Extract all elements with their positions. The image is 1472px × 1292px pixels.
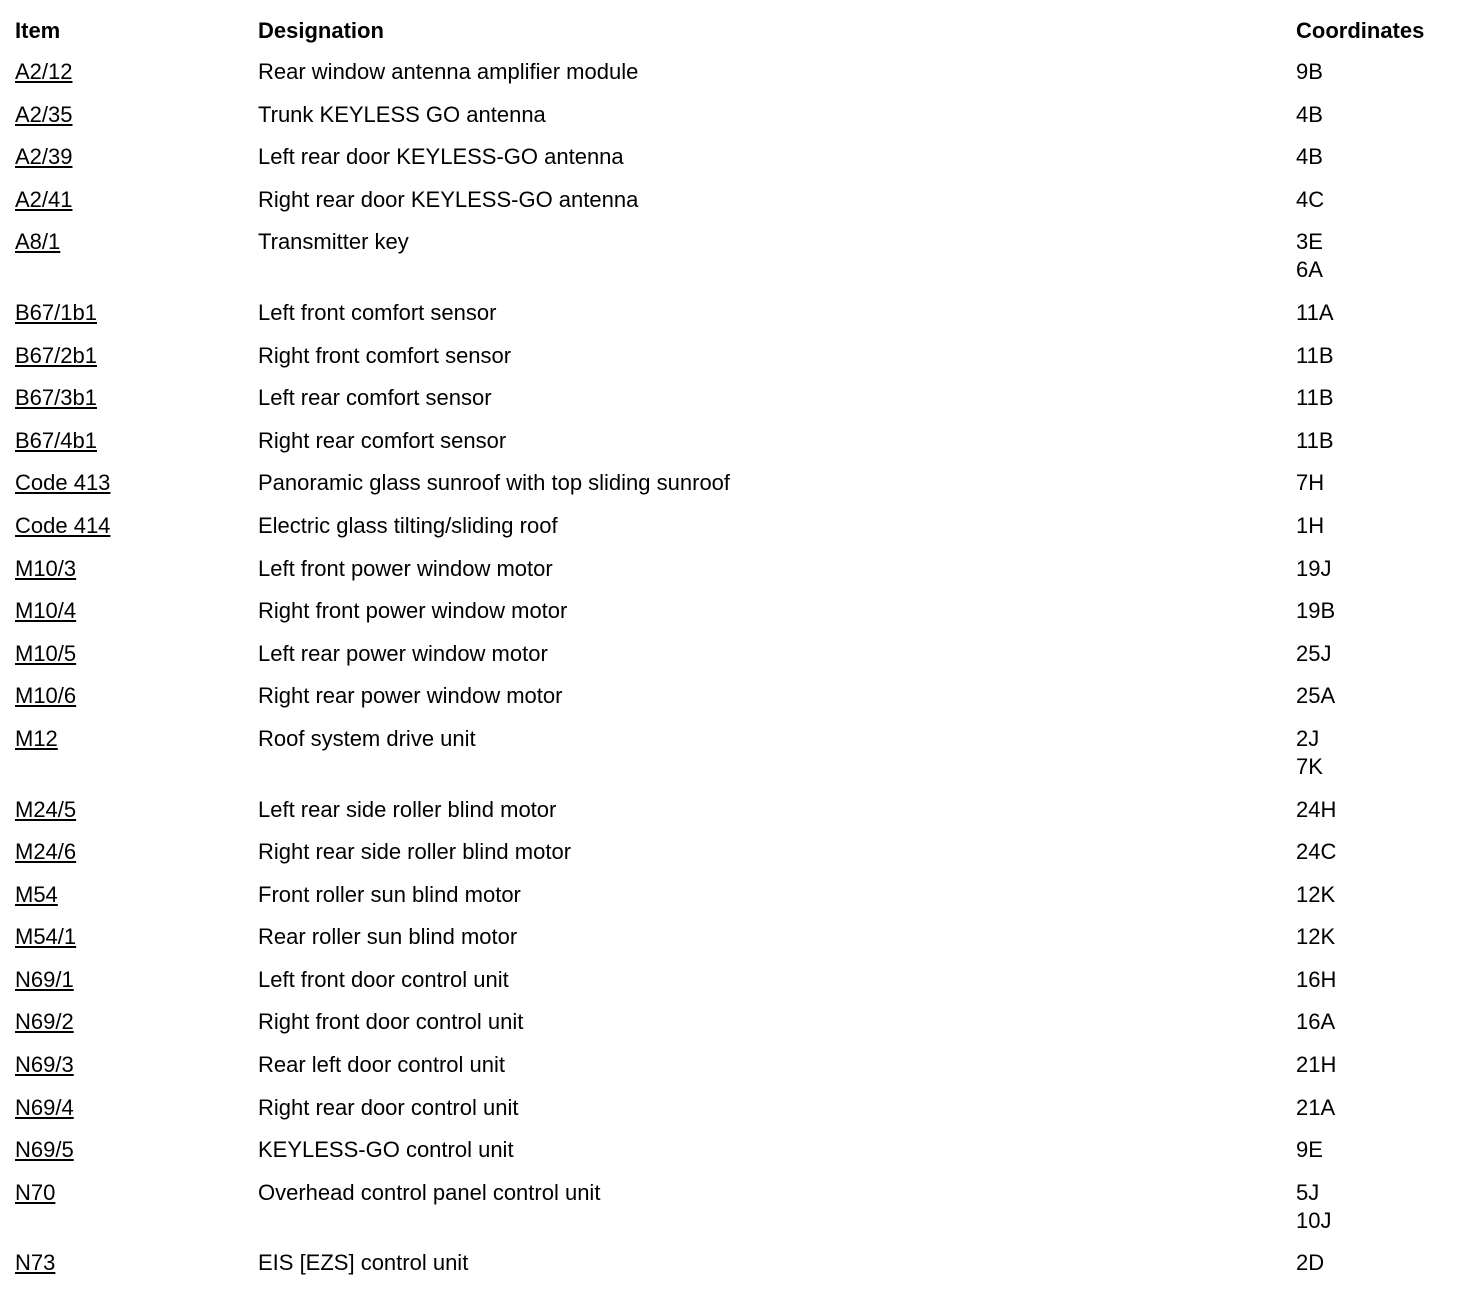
item-link[interactable]: B67/3b1: [15, 385, 97, 411]
table-row: [0, 555, 1472, 598]
coordinates-cell: [1296, 228, 1323, 284]
coordinate-value: 16A: [1296, 1009, 1336, 1035]
item-cell: [15, 342, 97, 370]
item-cell: [15, 299, 97, 327]
coordinate-value: 11A: [1296, 299, 1334, 325]
item-cell: [15, 228, 60, 256]
table-row: [0, 966, 1472, 1009]
item-link[interactable]: M10/4: [15, 598, 77, 624]
coordinate-value: 16H: [1296, 966, 1337, 992]
coordinates-cell: [1296, 1008, 1335, 1036]
coordinates-cell: [1296, 1136, 1323, 1164]
designation-cell: Right rear power window motor: [258, 683, 563, 709]
item-link[interactable]: N69/4: [15, 1094, 74, 1120]
item-cell: [15, 796, 76, 824]
coordinates-cell: [1296, 682, 1335, 710]
designation-cell: Transmitter key: [258, 229, 409, 255]
table-row: [0, 186, 1472, 229]
item-link[interactable]: B67/4b1: [15, 427, 97, 453]
coordinate-value: 9E: [1296, 1137, 1323, 1163]
coordinate-value: 21A: [1296, 1094, 1336, 1120]
table-row: [0, 1008, 1472, 1051]
table-row: [0, 1136, 1472, 1179]
table-row: [0, 427, 1472, 470]
header-item: Item: [15, 18, 61, 43]
designation-cell: Front roller sun blind motor: [258, 881, 521, 907]
coordinate-value: 2D: [1296, 1250, 1325, 1276]
coordinate-value: 10J: [1296, 1207, 1332, 1233]
table-row: [0, 469, 1472, 512]
item-link[interactable]: B67/2b1: [15, 342, 97, 368]
coordinate-value: 11B: [1296, 342, 1334, 368]
coordinates-cell: [1296, 640, 1331, 668]
designation-cell: Right rear door KEYLESS-GO antenna: [258, 186, 639, 212]
coordinates-cell: [1296, 186, 1324, 214]
table-row: [0, 299, 1472, 342]
item-link[interactable]: Code 413: [15, 470, 111, 496]
coordinate-value: 4B: [1296, 144, 1323, 170]
item-link[interactable]: M24/5: [15, 796, 77, 822]
designation-cell: Left front comfort sensor: [258, 299, 497, 325]
coordinates-cell: [1296, 1249, 1324, 1277]
table-row: [0, 640, 1472, 683]
item-cell: [15, 838, 76, 866]
coordinates-cell: [1296, 1179, 1331, 1235]
coordinates-cell: [1296, 101, 1323, 129]
coordinate-value: 7H: [1296, 470, 1325, 496]
header-designation: Designation: [258, 18, 384, 43]
coordinates-cell: [1296, 58, 1323, 86]
table-row: [0, 923, 1472, 966]
item-cell: [15, 469, 110, 497]
item-link[interactable]: A2/35: [15, 101, 73, 127]
coordinate-value: 19B: [1296, 598, 1336, 624]
designation-cell: Trunk KEYLESS GO antenna: [258, 101, 546, 127]
item-link[interactable]: N73: [15, 1250, 56, 1276]
coordinates-cell: [1296, 512, 1324, 540]
table-row: [0, 1094, 1472, 1137]
coordinate-value: 9B: [1296, 59, 1323, 84]
designation-cell: Electric glass tilting/sliding roof: [258, 512, 558, 538]
item-link[interactable]: N69/2: [15, 1009, 74, 1035]
designation-cell: Right rear side roller blind motor: [258, 839, 572, 865]
item-cell: [15, 427, 97, 455]
item-cell: [15, 384, 97, 412]
coordinate-value: 3E: [1296, 229, 1323, 255]
item-link[interactable]: M10/5: [15, 640, 77, 666]
coordinates-cell: [1296, 143, 1323, 171]
item-cell: [15, 597, 76, 625]
item-cell: [15, 1136, 74, 1164]
designation-cell: KEYLESS-GO control unit: [258, 1137, 514, 1163]
coordinate-value: 2J: [1296, 725, 1320, 751]
item-link[interactable]: N69/3: [15, 1052, 74, 1078]
item-link[interactable]: M54/1: [15, 924, 77, 950]
item-cell: [15, 923, 76, 951]
item-cell: [15, 725, 58, 753]
item-link[interactable]: M12: [15, 725, 58, 751]
item-cell: [15, 1179, 55, 1207]
table-row: [0, 1051, 1472, 1094]
item-cell: [15, 1249, 55, 1277]
item-link[interactable]: M24/6: [15, 839, 77, 865]
item-cell: [15, 682, 76, 710]
item-cell: [15, 58, 73, 86]
coordinates-cell: [1296, 725, 1323, 781]
item-link[interactable]: B67/1b1: [15, 299, 97, 325]
item-link[interactable]: M54: [15, 881, 58, 907]
header-coordinates: Coordinates: [1296, 18, 1425, 43]
coordinates-cell: [1296, 923, 1335, 951]
designation-cell: Left front door control unit: [258, 966, 509, 992]
item-link[interactable]: M10/6: [15, 683, 77, 709]
coordinate-value: 1H: [1296, 512, 1325, 538]
coordinate-value: 5J: [1296, 1179, 1320, 1205]
designation-cell: Panoramic glass sunroof with top sliding sunroof: [258, 470, 731, 496]
table-row: [0, 228, 1472, 299]
coordinate-value: 6A: [1296, 257, 1323, 283]
item-link[interactable]: A2/12: [15, 59, 73, 84]
coordinate-value: 12K: [1296, 881, 1336, 907]
designation-cell: Right rear door control unit: [258, 1094, 519, 1120]
item-cell: [15, 101, 73, 129]
item-cell: [15, 881, 58, 909]
item-cell: [15, 1094, 74, 1122]
item-link[interactable]: N69/5: [15, 1137, 74, 1163]
coordinates-cell: [1296, 342, 1334, 370]
designation-cell: Roof system drive unit: [258, 725, 476, 751]
coordinate-value: 4C: [1296, 186, 1325, 212]
designation-cell: Right front power window motor: [258, 598, 568, 624]
item-link[interactable]: A2/39: [15, 144, 73, 170]
table-row: [0, 881, 1472, 924]
coordinates-cell: [1296, 597, 1335, 625]
coordinates-cell: [1296, 427, 1334, 455]
designation-cell: Right front door control unit: [258, 1009, 524, 1035]
table-body: [0, 58, 1472, 1292]
coordinates-cell: [1296, 469, 1324, 497]
designation-cell: Left front power window motor: [258, 555, 553, 581]
item-link[interactable]: Code 414: [15, 512, 111, 538]
designation-cell: Left rear power window motor: [258, 640, 548, 666]
table-row: [0, 597, 1472, 640]
coordinate-value: 19J: [1296, 555, 1332, 581]
item-link[interactable]: N70: [15, 1179, 56, 1205]
table-row: [0, 384, 1472, 427]
table-row: [0, 838, 1472, 881]
coordinates-cell: [1296, 838, 1336, 866]
item-link[interactable]: A8/1: [15, 229, 61, 255]
table-row: [0, 342, 1472, 385]
designation-cell: Rear window antenna amplifier module: [258, 59, 639, 84]
table-row: [0, 512, 1472, 555]
table-row: [0, 682, 1472, 725]
designation-cell: Right front comfort sensor: [258, 342, 512, 368]
table-row: [0, 796, 1472, 839]
item-link[interactable]: N69/1: [15, 966, 74, 992]
coordinate-value: 25J: [1296, 640, 1332, 666]
coordinate-value: 24C: [1296, 839, 1337, 865]
item-link[interactable]: A2/41: [15, 186, 73, 212]
designation-cell: Left rear comfort sensor: [258, 385, 492, 411]
table-row: [0, 58, 1472, 101]
item-cell: [15, 1051, 74, 1079]
coordinate-value: 12K: [1296, 924, 1336, 950]
designation-cell: Overhead control panel control unit: [258, 1179, 601, 1205]
coordinates-cell: [1296, 299, 1334, 327]
table-row: [0, 1179, 1472, 1250]
designation-cell: Rear roller sun blind motor: [258, 924, 518, 950]
designation-cell: Left rear door KEYLESS-GO antenna: [258, 144, 624, 170]
item-cell: [15, 640, 76, 668]
coordinates-cell: [1296, 384, 1334, 412]
item-cell: [15, 186, 73, 214]
coordinates-cell: [1296, 1051, 1336, 1079]
table-row: [0, 101, 1472, 144]
item-cell: [15, 555, 76, 583]
item-cell: [15, 143, 73, 171]
table-row: [0, 725, 1472, 796]
designation-cell: Rear left door control unit: [258, 1052, 506, 1078]
coordinate-value: 4B: [1296, 101, 1323, 127]
coordinates-cell: [1296, 796, 1336, 824]
coordinates-cell: [1296, 966, 1336, 994]
coordinates-cell: [1296, 881, 1335, 909]
coordinates-cell: [1296, 555, 1331, 583]
coordinate-value: 21H: [1296, 1052, 1337, 1078]
item-cell: [15, 966, 74, 994]
designation-cell: EIS [EZS] control unit: [258, 1250, 469, 1276]
coordinate-value: 11B: [1296, 385, 1334, 411]
coordinate-value: 25A: [1296, 683, 1336, 709]
designation-cell: Left rear side roller blind motor: [258, 796, 557, 822]
coordinate-value: 24H: [1296, 796, 1337, 822]
item-link[interactable]: M10/3: [15, 555, 77, 581]
table-row: [0, 1249, 1472, 1292]
table-header: [0, 17, 1472, 45]
designation-cell: Right rear comfort sensor: [258, 427, 507, 453]
coordinates-cell: [1296, 1094, 1335, 1122]
item-cell: [15, 1008, 74, 1036]
table-row: [0, 143, 1472, 186]
coordinate-value: 7K: [1296, 753, 1323, 779]
coordinate-value: 11B: [1296, 427, 1334, 453]
item-cell: [15, 512, 110, 540]
